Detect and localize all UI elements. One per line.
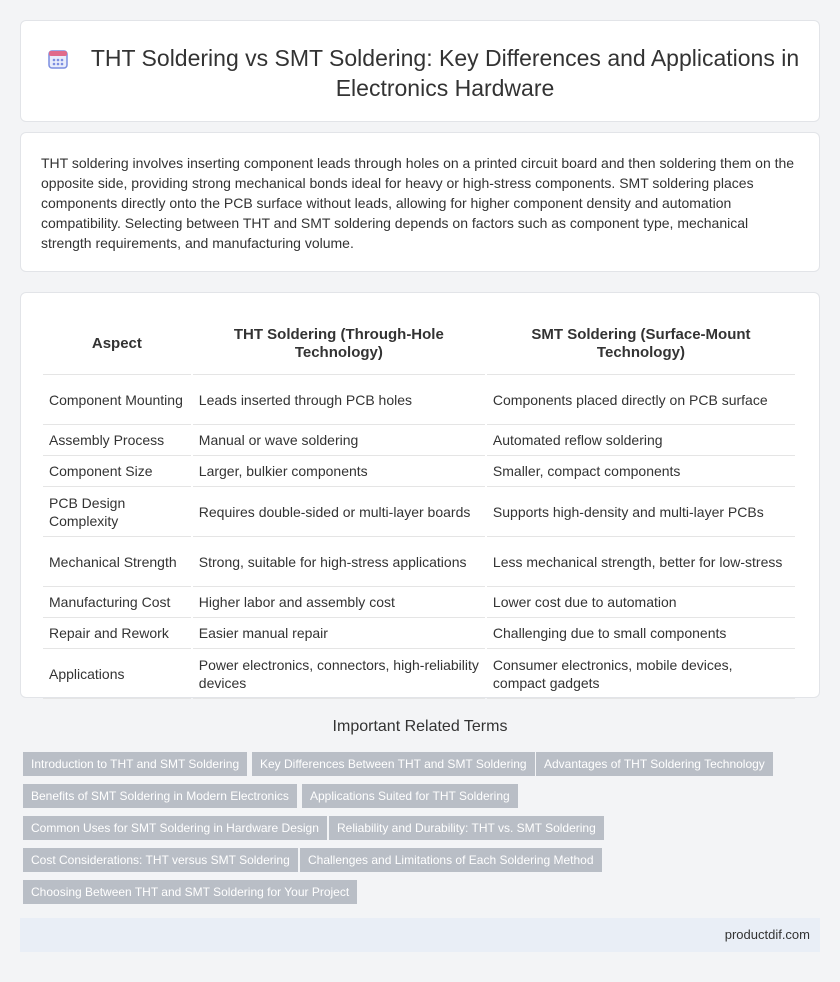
related-term-link[interactable]: Key Differences Between THT and SMT Soldering: [252, 752, 535, 776]
related-term-link[interactable]: Challenges and Limitations of Each Soldering Method: [300, 848, 602, 872]
table-row: [43, 618, 795, 649]
table-cell: Leads inserted through PCB holes: [193, 375, 485, 425]
table-cell: Smaller, compact components: [487, 456, 795, 487]
related-term-link[interactable]: Benefits of SMT Soldering in Modern Electronics: [23, 784, 297, 808]
table-cell: Lower cost due to automation: [487, 587, 795, 618]
related-term-link[interactable]: Applications Suited for THT Soldering: [302, 784, 518, 808]
table-cell: Strong, suitable for high-stress applications: [193, 537, 485, 587]
table-cell: Assembly Process: [43, 425, 191, 456]
table-cell: Challenging due to small components: [487, 618, 795, 649]
comparison-table: [41, 313, 797, 699]
table-cell: Manual or wave soldering: [193, 425, 485, 456]
table-row: [43, 456, 795, 487]
table-cell: Component Size: [43, 456, 191, 487]
column-header: SMT Soldering (Surface-Mount Technology): [487, 313, 795, 375]
intro-card: [20, 132, 820, 272]
table-cell: Power electronics, connectors, high-reliability devices: [193, 649, 485, 699]
table-row: [43, 587, 795, 618]
table-cell: PCB Design Complexity: [43, 487, 191, 537]
table-cell: Automated reflow soldering: [487, 425, 795, 456]
table-cell: Less mechanical strength, better for low-stress: [487, 537, 795, 587]
table-row: [43, 537, 795, 587]
table-cell: Easier manual repair: [193, 618, 485, 649]
related-term-link[interactable]: Choosing Between THT and SMT Soldering for Your Project: [23, 880, 357, 904]
table-cell: Higher labor and assembly cost: [193, 587, 485, 618]
table-row: [43, 375, 795, 425]
related-term-link[interactable]: Introduction to THT and SMT Soldering: [23, 752, 247, 776]
table-cell: Mechanical Strength: [43, 537, 191, 587]
table-row: [43, 425, 795, 456]
calendar-icon: [47, 48, 69, 70]
table-cell: Supports high-density and multi-layer PCBs: [487, 487, 795, 537]
related-term-link[interactable]: Cost Considerations: THT versus SMT Soldering: [23, 848, 298, 872]
related-term-link[interactable]: Advantages of THT Soldering Technology: [536, 752, 773, 776]
intro-text: THT soldering involves inserting component leads through holes on a printed circuit board and then soldering them on the opposite side, providing strong mechanical bonds ideal for heavy or high-stress components. SMT soldering places components directly onto the PCB surface without leads, allowing for higher component density and automation compatibility. Selecting between THT and SMT soldering depends on factors such as component type, mechanical strength requirements, and manufacturing volume.: [41, 155, 795, 251]
table-cell: Requires double-sided or multi-layer boards: [193, 487, 485, 537]
column-header: THT Soldering (Through-Hole Technology): [193, 313, 485, 375]
table-cell: Applications: [43, 649, 191, 699]
header-card: [20, 20, 820, 122]
related-term-link[interactable]: Reliability and Durability: THT vs. SMT Soldering: [329, 816, 604, 840]
table-cell: Component Mounting: [43, 375, 191, 425]
related-term-link[interactable]: Common Uses for SMT Soldering in Hardware Design: [23, 816, 327, 840]
column-header: Aspect: [43, 313, 191, 375]
page-title: THT Soldering vs SMT Soldering: Key Differences and Applications in Electronics Hardware: [90, 45, 800, 101]
table-cell: Consumer electronics, mobile devices, compact gadgets: [487, 649, 795, 699]
site-name[interactable]: productdif.com: [724, 927, 810, 942]
related-terms-title: Important Related Terms: [332, 718, 508, 735]
table-cell: Larger, bulkier components: [193, 456, 485, 487]
table-header-row: [43, 313, 795, 375]
table-cell: Manufacturing Cost: [43, 587, 191, 618]
table-row: [43, 649, 795, 699]
table-cell: Components placed directly on PCB surface: [487, 375, 795, 425]
table-cell: Repair and Rework: [43, 618, 191, 649]
footer: [20, 918, 820, 952]
comparison-card: [20, 292, 820, 698]
table-row: [43, 487, 795, 537]
